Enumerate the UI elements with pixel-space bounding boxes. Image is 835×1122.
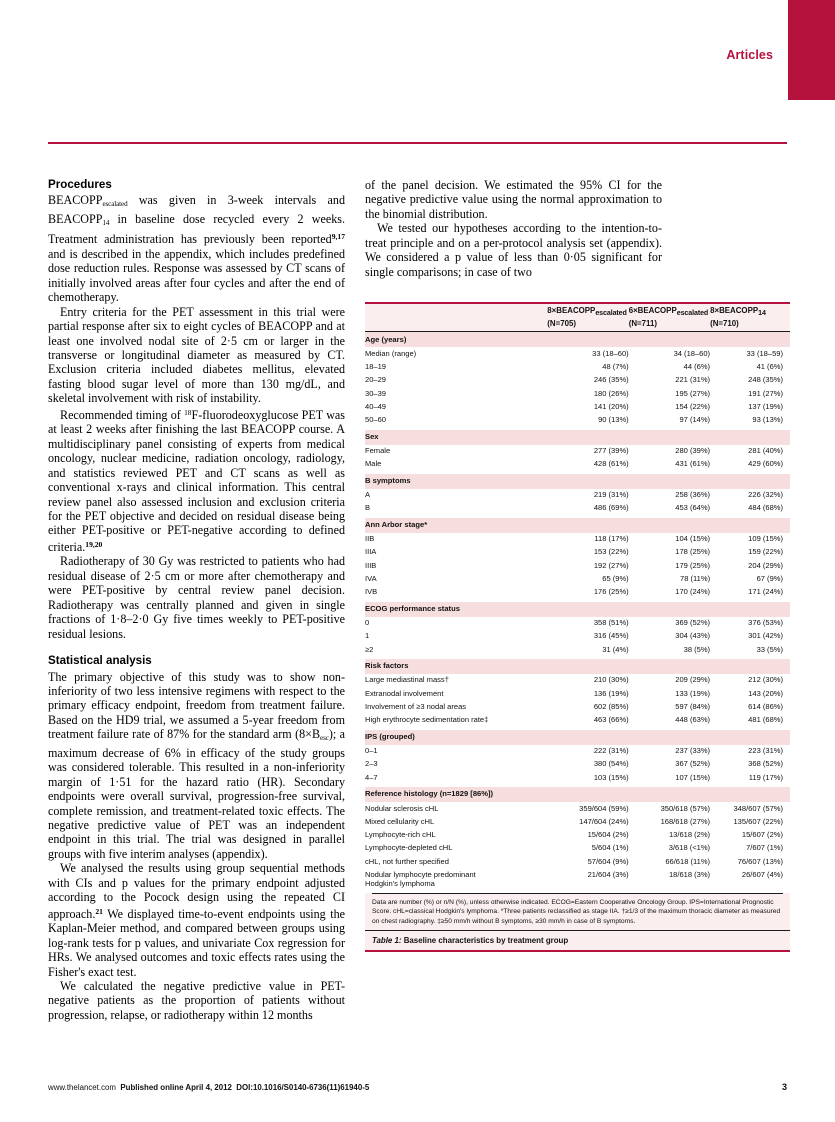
table-cell-value: 280 (39%) [629,445,710,458]
table-cell-value: 171 (24%) [710,586,790,602]
table-cell-value: 154 (22%) [629,400,710,413]
table-cell-value: 90 (13%) [547,414,628,430]
table-cell-value: 38 (5%) [629,643,710,659]
table-cell-value: 246 (35%) [547,374,628,387]
footer-doi[interactable]: DOI:10.1016/S0140-6736(11)61940-5 [236,1083,370,1092]
paragraph-npv-ci: of the panel decision. We estimated the 95% CI for the negative predictive value using the normal approximation to the binomial distribution. [365,178,662,221]
table-row [365,573,790,586]
table-body [365,332,790,893]
paragraph-text: was given in 3-week intervals and BEACOPP [48,193,345,226]
table-row [365,617,790,630]
table-cell-value: 176 (25%) [547,586,628,602]
table-row-label: 18–19 [365,361,547,374]
table-caption-label: Table 1: [372,935,402,945]
table-cell-value: 41 (6%) [710,361,790,374]
table-row-label: Lymphocyte-rich cHL [365,829,547,842]
table-cell-value: 222 (31%) [547,745,628,758]
table-row-label: Male [365,458,547,474]
header-red-block [788,0,835,100]
table-row-label: A [365,489,547,502]
table-row-label: 50–60 [365,414,547,430]
table-group-label: ECOG performance status [365,602,790,617]
table-row-label: 1 [365,630,547,643]
table-group-label: Reference histology (n=1829 [86%]) [365,787,790,802]
table-cell-value: 210 (30%) [547,674,628,687]
column-header-subscript: 14 [758,309,766,318]
table-cell-value: 15/604 (2%) [547,829,628,842]
table-row [365,586,790,602]
table-header-row [365,304,790,331]
table-cell-value: 119 (17%) [710,771,790,787]
table-cell-value: 602 (85%) [547,701,628,714]
table-cell-value: 168/618 (27%) [629,815,710,828]
table-cell-value: 221 (31%) [629,374,710,387]
table-cell-value: 65 (9%) [547,573,628,586]
table-cell-value: 137 (19%) [710,400,790,413]
table-group-row [365,474,790,489]
table-cell-value: 484 (68%) [710,502,790,518]
table-row [365,458,790,474]
table-cell-value: 109 (15%) [710,533,790,546]
table-row-label: Large mediastinal mass† [365,674,547,687]
table-cell-value: 180 (26%) [547,387,628,400]
table-cell-value: 7/607 (1%) [710,842,790,855]
table-cell-value: 192 (27%) [547,559,628,572]
table-row-label: IIB [365,533,547,546]
subscript-escalated: escalated [102,200,128,209]
table-cell-value: 316 (45%) [547,630,628,643]
table-group-label: B symptoms [365,474,790,489]
heading-statistical-analysis: Statistical analysis [48,654,152,668]
table-cell-value: 614 (86%) [710,701,790,714]
paragraph-stats-2 [48,861,345,979]
table-group-label: IPS (grouped) [365,730,790,745]
table-cell-value: 48 (7%) [547,361,628,374]
paragraph-text: Recommended timing of [60,407,185,422]
table-cell-value: 67 (9%) [710,573,790,586]
column-header-n: (N=705) [547,318,577,328]
table-row-label: IVB [365,586,547,602]
table-row [365,559,790,572]
table-1-baseline-characteristics [365,302,790,952]
paragraph-text: in baseline dose recycled every 2 weeks. Treatment administration has previously been reported [48,211,345,247]
table-cell-value: 15/607 (2%) [710,829,790,842]
paragraph-hypotheses: We tested our hypotheses according to the intention-to-treat principle and on a per-protocol analysis set (appendix). We considered a p value of less than 0·05 significant for single comparisons; in case of two [365,221,662,279]
table-row-label: Lymphocyte-depleted cHL [365,842,547,855]
footer-published: Published online April 4, 2012 [120,1083,232,1092]
table-cell-value: 26/607 (4%) [710,869,790,893]
paragraph-procedures-1 [48,193,345,304]
table-row [365,829,790,842]
table-row [365,758,790,771]
table-cell-value: 133 (19%) [629,687,710,700]
table-row-label: Extranodal involvement [365,687,547,700]
table-row [365,771,790,787]
citation-ref: 9,17 [331,232,345,242]
table-row-label: 2–3 [365,758,547,771]
table-notes: Data are number (%) or n/N (%), unless otherwise indicated. ECOG=Eastern Cooperative Oncology Group. IPS=International Prognostic Score. cHL=classical Hodgkin's lymphoma. *Three patients reclassified as stage IIA. †≥1/3 of the maximum thoracic diameter as measured on chest radiography. ‡≥50 mm/h without B symptoms, ≥30 mm/h in case of B symptoms. [365,894,790,930]
table-cell-value: 209 (29%) [629,674,710,687]
left-text-column [48,178,345,1022]
paragraph-stats-1 [48,670,345,862]
table-row-label: Mixed cellularity cHL [365,815,547,828]
table-caption-text: Baseline characteristics by treatment group [401,935,569,945]
table-row-label: IIIA [365,546,547,559]
table-cell-value: 44 (6%) [629,361,710,374]
table-cell-value: 348/607 (57%) [710,802,790,815]
table-cell-value: 304 (43%) [629,630,710,643]
column-header-arm-3 [710,304,790,331]
right-text-column [365,178,662,279]
table-cell-value: 258 (36%) [629,489,710,502]
table-row [365,714,790,730]
paragraph-text: F-fluorodeoxyglucose PET was at least 2 weeks after finishing the last BEACOPP course. A multidisciplinary panel consisting of experts from medical oncology, nuclear medicine, radiation oncology, radiology, and statistics reviewed PET and CT scans as well as conventional x-rays and clinical information. This central review panel also assessed inclusion and exclusion criteria for the PET objective and decided on residual disease being either PET-positive or PET-negative according to defined criteria. [48,407,345,554]
table-row-label: 0–1 [365,745,547,758]
table-row-label: 4–7 [365,771,547,787]
table-cell-value: 3/618 (<1%) [629,842,710,855]
table-cell-value: 212 (30%) [710,674,790,687]
table-cell-value: 237 (33%) [629,745,710,758]
table-cell-value: 281 (40%) [710,445,790,458]
table-group-row [365,518,790,533]
table-cell-value: 107 (15%) [629,771,710,787]
table-cell-value: 21/604 (3%) [547,869,628,893]
paragraph-text: We analysed the results using group sequential methods with CIs and p values for the primary endpoint adjusted according to the Pocock design using the repeated CI approach. [48,861,345,921]
paragraph-entry-criteria: Entry criteria for the PET assessment in this trial were partial response after six to eight cycles of BEACOPP and at least one involved nodal site of 2·5 cm or larger in the transverse or longitudinal diameter as measured by CT. Exclusion criteria included diabetes mellitus, elevated fasting blood sugar level of more than 130 mg/dL, and skeletal involvement with risk of instability. [48,304,345,406]
subscript-14: 14 [102,218,110,227]
table-row [365,701,790,714]
citation-ref: 19,20 [85,539,103,549]
column-header-arm-1 [547,304,628,331]
page-header-band [0,0,835,100]
table-row-label: Involvement of ≥3 nodal areas [365,701,547,714]
table-cell-value: 429 (60%) [710,458,790,474]
table-cell-value: 76/607 (13%) [710,855,790,868]
table-cell-value: 153 (22%) [547,546,628,559]
table-cell-value: 78 (11%) [629,573,710,586]
table-cell-value: 18/618 (3%) [629,869,710,893]
paragraph-stats-3: We calculated the negative predictive value in PET-negative patients as the proportion of patients without progression, relapse, or radiotherapy within 12 months [48,979,345,1022]
column-header-arm-2 [629,304,710,331]
table-cell-value: 103 (15%) [547,771,628,787]
table-group-row [365,730,790,745]
table-cell-value: 104 (15%) [629,533,710,546]
table-group-row [365,602,790,617]
table-row [365,674,790,687]
footer-site-link[interactable]: www.thelancet.com [48,1083,116,1092]
table-row [365,361,790,374]
table-row [365,643,790,659]
table-cell-value: 448 (63%) [629,714,710,730]
column-header-label: 6×BEACOPP [628,306,677,316]
table-cell-value: 33 (5%) [710,643,790,659]
table-cell-value: 159 (22%) [710,546,790,559]
table-cell-value: 376 (53%) [710,617,790,630]
table-cell-value: 33 (18–60) [547,347,628,360]
column-header-subscript: escalated [595,309,627,318]
table-row-label: B [365,502,547,518]
footer-citation-line [48,1083,369,1092]
column-header-label: 8×BEACOPP [710,306,759,316]
table-cell-value: 118 (17%) [547,533,628,546]
table-row [365,533,790,546]
table-cell-value: 358 (51%) [547,617,628,630]
table-cell-value: 350/618 (57%) [629,802,710,815]
table-row [365,802,790,815]
table-cell-value: 178 (25%) [629,546,710,559]
table-row-label: Female [365,445,547,458]
header-divider-rule [48,142,787,144]
paragraph-text: ); a maximum decrease of 6% in efficacy of the study groups was considered tolerable. This resulted in a non-inferiority margin of 1·51 for the hazard ratio (HR). Secondary endpoints were overall survival, progression-free survival, complete remission, and treatment-related toxic effects. The negative predictive value of PET was an independent endpoint in this trial. The trial was designed in parallel groups with five interim analyses (appendix). [48,727,345,861]
paragraph-radiotherapy: Radiotherapy of 30 Gy was restricted to patients who had residual disease of 2·5 cm or more after chemotherapy and were PET-positive by central review panel decision. Radiotherapy was centrally planned and given in single fractions of 1·8–2·0 Gy five times weekly to PET-positive residual lesions. [48,554,345,641]
footer-page-number: 3 [781,1082,787,1092]
table-cell-value: 277 (39%) [547,445,628,458]
table-row-label: Nodular lymphocyte predominant Hodgkin's lymphoma [365,869,547,893]
table-row-label: 20–29 [365,374,547,387]
table-group-label: Ann Arbor stage* [365,518,790,533]
table-cell-value: 57/604 (9%) [547,855,628,868]
table-cell-value: 367 (52%) [629,758,710,771]
table-row [365,687,790,700]
table-group-row [365,787,790,802]
heading-procedures: Procedures [48,178,112,191]
table-caption [365,930,790,950]
paragraph-pet-timing [48,406,345,555]
table-row [365,502,790,518]
table-row [365,546,790,559]
table-cell-value: 191 (27%) [710,387,790,400]
table-row [365,815,790,828]
table-cell-value: 369 (52%) [629,617,710,630]
citation-ref: 21 [95,906,103,916]
table-cell-value: 248 (35%) [710,374,790,387]
table-group-row [365,430,790,445]
column-header-label: 8×BEACOPP [547,306,596,316]
table-cell-value: 97 (14%) [629,414,710,430]
table-row [365,374,790,387]
table-cell-value: 5/604 (1%) [547,842,628,855]
table-cell-value: 463 (66%) [547,714,628,730]
table-cell-value: 359/604 (59%) [547,802,628,815]
table-row [365,842,790,855]
table-row-label: 0 [365,617,547,630]
table-cell-value: 219 (31%) [547,489,628,502]
table-row-label: High erythrocyte sedimentation rate‡ [365,714,547,730]
table-row [365,414,790,430]
table-cell-value: 93 (13%) [710,414,790,430]
table-group-label: Risk factors [365,659,790,674]
table-cell-value: 368 (52%) [710,758,790,771]
subscript-esc: esc [320,734,329,743]
table-group-row [365,659,790,674]
table-group-label: Age (years) [365,332,790,347]
table-cell-value: 481 (68%) [710,714,790,730]
table-cell-value: 170 (24%) [629,586,710,602]
table-cell-value: 431 (61%) [629,458,710,474]
superscript-18f: 18 [184,407,192,417]
table-cell-value: 223 (31%) [710,745,790,758]
column-header-n: (N=710) [710,318,739,328]
table-row [365,387,790,400]
table-row [365,869,790,893]
table-row-label: IIIB [365,559,547,572]
table-row-label: cHL, not further specified [365,855,547,868]
table-row [365,347,790,360]
running-head: Articles [726,48,773,62]
table-cell-value: 143 (20%) [710,687,790,700]
table-cell-value: 195 (27%) [629,387,710,400]
table-row [365,745,790,758]
table-cell-value: 226 (32%) [710,489,790,502]
table-row [365,855,790,868]
table-cell-value: 136 (19%) [547,687,628,700]
table-cell-value: 597 (84%) [629,701,710,714]
table-cell-value: 34 (18–60) [629,347,710,360]
table-row [365,630,790,643]
paragraph-text: We displayed time-to-event endpoints using the Kaplan-Meier method, and compared between groups using log-rank tests for p values, and univariate Cox regression for HRs. We analysed outcomes and toxic effects rates using the Fisher's exact test. [48,906,345,979]
table-head [365,304,790,332]
table-row [365,445,790,458]
column-header-n: (N=711) [628,318,657,328]
table-cell-value: 179 (25%) [629,559,710,572]
table-cell-value: 141 (20%) [547,400,628,413]
table-cell-value: 453 (64%) [629,502,710,518]
table-cell-value: 204 (29%) [710,559,790,572]
table-cell-value: 66/618 (11%) [629,855,710,868]
baseline-characteristics-table [365,304,790,893]
column-header-subscript: escalated [676,309,709,318]
table-cell-value: 31 (4%) [547,643,628,659]
table-cell-value: 33 (18–59) [710,347,790,360]
table-group-label: Sex [365,430,790,445]
paragraph-text: and is described in the appendix, which includes predefined dose reduction rules. Response was assessed by CT scans of initially involved areas after four cycles and after the end of chemotherapy. [48,246,345,305]
header-blank-cell [365,304,547,331]
table-row-label: Median (range) [365,347,547,360]
table-cell-value: 135/607 (22%) [710,815,790,828]
table-row-label: 40–49 [365,400,547,413]
drug-name-beacopp: BEACOPP [48,193,103,208]
table-cell-value: 380 (54%) [547,758,628,771]
table-cell-value: 301 (42%) [710,630,790,643]
table-row [365,489,790,502]
paragraph-text: The primary objective of this study was to show non-inferiority of two less intensive regimens with respect to the primary efficacy endpoint, freedom from treatment failure. Based on the HD9 trial, we assumed a 5-year freedom from treatment failure rate of 87% for the standard arm (8×B [48,669,345,742]
table-cell-value: 13/618 (2%) [629,829,710,842]
table-row-label: IVA [365,573,547,586]
table-row [365,400,790,413]
table-row-label: ≥2 [365,643,547,659]
table-group-row [365,332,790,347]
table-cell-value: 147/604 (24%) [547,815,628,828]
table-cell-value: 428 (61%) [547,458,628,474]
table-cell-value: 486 (69%) [547,502,628,518]
table-row-label: 30–39 [365,387,547,400]
table-row-label: Nodular sclerosis cHL [365,802,547,815]
